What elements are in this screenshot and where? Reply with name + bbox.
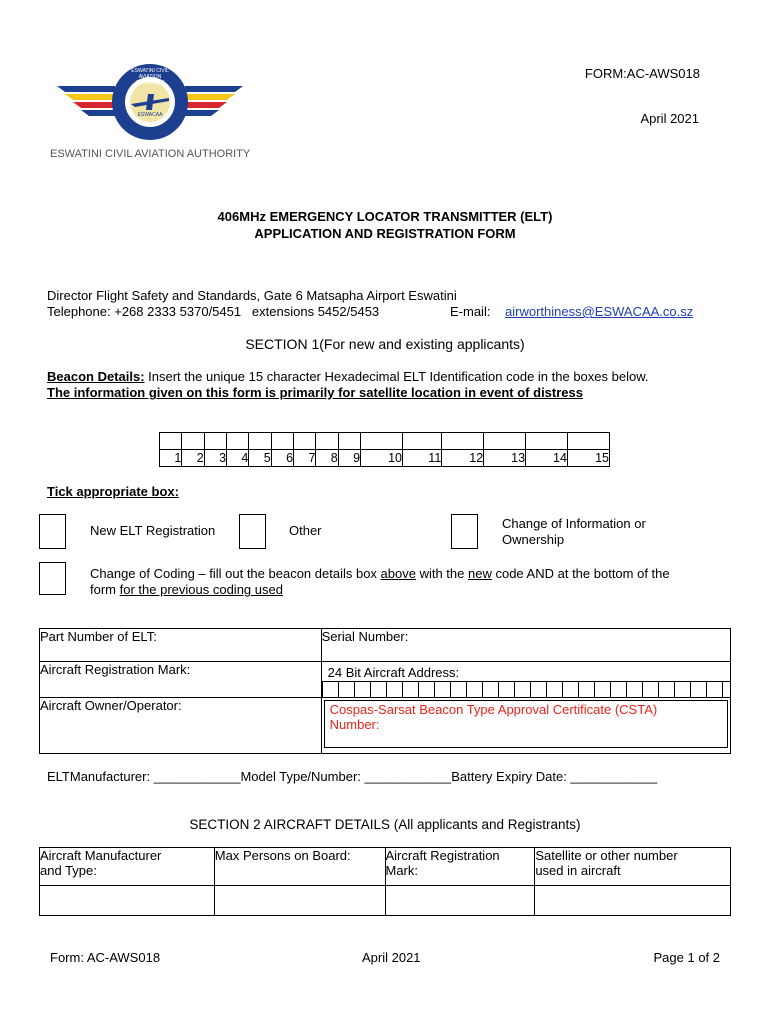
section1-heading: SECTION 1(For new and existing applicants) bbox=[245, 336, 525, 352]
aircraft-manufacturer-input[interactable] bbox=[40, 886, 215, 916]
authority-name: ESWATINI CIVIL AVIATION AUTHORITY bbox=[50, 148, 251, 160]
hex-index: 5 bbox=[249, 450, 271, 467]
hex-cell[interactable] bbox=[567, 433, 609, 450]
manufacturer-blank-line[interactable]: ELTManufacturer: ____________Model Type/Number: ____________Battery Expiry Date: ____________ bbox=[47, 769, 658, 784]
col-label: Aircraft Registration bbox=[385, 848, 500, 863]
hex-cell[interactable] bbox=[271, 433, 293, 450]
contact-telephone: Telephone: +268 2333 5370/5451 extensions 5452/5453 bbox=[47, 304, 380, 319]
col-label: Aircraft Manufacturer bbox=[40, 848, 162, 863]
aircraft-registration-input[interactable] bbox=[385, 886, 535, 916]
elt-details-table bbox=[39, 628, 731, 754]
change-coding-text bbox=[90, 566, 670, 581]
csta-label-1: Cospas-Sarsat Beacon Type Approval Certificate (CSTA) bbox=[329, 702, 658, 717]
col-label: and Type: bbox=[40, 863, 97, 878]
tick-heading: Tick appropriate box: bbox=[47, 484, 179, 499]
footer-page-number: Page 1 of 2 bbox=[653, 950, 720, 965]
csta-field[interactable] bbox=[321, 698, 730, 754]
beacon-details-label: Beacon Details: bbox=[47, 369, 145, 384]
new-elt-checkbox[interactable] bbox=[39, 514, 66, 549]
hex-index: 14 bbox=[526, 450, 568, 467]
hex-index: 4 bbox=[227, 450, 249, 467]
aircraft-registration-header bbox=[385, 848, 535, 886]
other-checkbox[interactable] bbox=[239, 514, 266, 549]
hex-cell[interactable] bbox=[227, 433, 249, 450]
hex-cell[interactable] bbox=[484, 433, 526, 450]
form-code: FORM:AC-AWS018 bbox=[584, 66, 700, 81]
hex-cell[interactable] bbox=[361, 433, 403, 450]
csta-label-2: Number: bbox=[329, 717, 380, 732]
hex-cell[interactable] bbox=[182, 433, 204, 450]
owner-operator-field[interactable] bbox=[40, 698, 322, 754]
new-elt-label: New ELT Registration bbox=[90, 523, 216, 538]
aircraft-reg-label: Aircraft Registration Mark: bbox=[40, 662, 191, 677]
aircraft-details-table bbox=[39, 847, 731, 916]
change-info-checkbox[interactable] bbox=[451, 514, 478, 549]
coding-text-part: form bbox=[90, 582, 120, 597]
coding-text-part: Change of Coding – fill out the beacon details box bbox=[90, 566, 381, 581]
max-persons-header bbox=[214, 848, 385, 886]
hex-index: 8 bbox=[316, 450, 338, 467]
coding-above: above bbox=[380, 566, 416, 581]
hex-cell[interactable] bbox=[402, 433, 441, 450]
satellite-number-header bbox=[535, 848, 731, 886]
coding-text-part: code AND at the bottom of the bbox=[491, 566, 670, 581]
address-24bit-field[interactable] bbox=[321, 662, 730, 698]
hex-index: 10 bbox=[361, 450, 403, 467]
beacon-details-text: Insert the unique 15 character Hexadecimal ELT Identification code in the boxes below. bbox=[144, 369, 649, 384]
hex-index: 15 bbox=[567, 450, 609, 467]
hex-cell[interactable] bbox=[160, 433, 182, 450]
hex-cell[interactable] bbox=[338, 433, 360, 450]
contact-email-label: E-mail: bbox=[450, 304, 491, 319]
footer-date: April 2021 bbox=[362, 950, 421, 965]
hex-cell[interactable] bbox=[294, 433, 316, 450]
coding-text-part: with the bbox=[415, 566, 468, 581]
col-label: Satellite or other number bbox=[535, 848, 678, 863]
hex-index: 2 bbox=[182, 450, 204, 467]
change-coding-text-2 bbox=[90, 582, 283, 597]
csta-box[interactable] bbox=[324, 700, 728, 748]
hex-index: 3 bbox=[204, 450, 226, 467]
distress-notice: The information given on this form is primarily for satellite location in event of distress bbox=[47, 385, 583, 400]
other-label: Other bbox=[289, 523, 322, 538]
serial-number-field[interactable] bbox=[321, 629, 730, 662]
serial-number-label: Serial Number: bbox=[321, 629, 409, 644]
max-persons-input[interactable] bbox=[214, 886, 385, 916]
change-info-label-1: Change of Information or bbox=[502, 516, 646, 531]
section2-heading: SECTION 2 AIRCRAFT DETAILS (All applicants and Registrants) bbox=[189, 817, 581, 832]
logo-center-text: ESWACAA bbox=[137, 112, 163, 118]
hex-index: 12 bbox=[442, 450, 484, 467]
hex-index: 1 bbox=[160, 450, 182, 467]
hex-index: 6 bbox=[271, 450, 293, 467]
owner-operator-label: Aircraft Owner/Operator: bbox=[40, 698, 182, 713]
contact-email-link[interactable]: airworthiness@ESWACAA.co.sz bbox=[505, 304, 694, 319]
address-24bit-label: 24 Bit Aircraft Address: bbox=[327, 665, 460, 680]
form-date: April 2021 bbox=[640, 111, 699, 126]
hex-cell[interactable] bbox=[316, 433, 338, 450]
part-number-label: Part Number of ELT: bbox=[40, 629, 157, 644]
contact-address: Director Flight Safety and Standards, Gate 6 Matsapha Airport Eswatini bbox=[47, 288, 457, 303]
change-coding-checkbox[interactable] bbox=[39, 562, 66, 595]
hex-index: 13 bbox=[484, 450, 526, 467]
col-label: used in aircraft bbox=[535, 863, 621, 878]
aircraft-reg-field[interactable] bbox=[40, 662, 322, 698]
aircraft-manufacturer-header bbox=[40, 848, 215, 886]
col-label: Mark: bbox=[385, 863, 418, 878]
col-label: Max Persons on Board: bbox=[214, 848, 351, 863]
title-line-2: APPLICATION AND REGISTRATION FORM bbox=[254, 226, 516, 241]
logo bbox=[55, 64, 245, 146]
logo-ring-text: ESWATINI CIVIL AVIATION AUTHORITY bbox=[131, 68, 169, 86]
coding-previous: for the previous coding used bbox=[119, 582, 283, 597]
change-info-label-2: Ownership bbox=[502, 532, 565, 547]
hex-index: 11 bbox=[402, 450, 441, 467]
hex-cell[interactable] bbox=[249, 433, 271, 450]
title-line-1: 406MHz EMERGENCY LOCATOR TRANSMITTER (ELT) bbox=[217, 209, 553, 224]
part-number-field[interactable] bbox=[40, 629, 322, 662]
satellite-number-input[interactable] bbox=[535, 886, 731, 916]
coding-new: new bbox=[468, 566, 492, 581]
address-24bit-boxes[interactable] bbox=[322, 681, 730, 697]
beacon-details-line bbox=[47, 369, 648, 384]
hex-code-grid bbox=[159, 432, 610, 467]
hex-index: 9 bbox=[338, 450, 360, 467]
hex-index: 7 bbox=[294, 450, 316, 467]
hex-cell[interactable] bbox=[442, 433, 484, 450]
footer-form-code: Form: AC-AWS018 bbox=[50, 950, 161, 965]
hex-cell[interactable] bbox=[526, 433, 568, 450]
hex-cell[interactable] bbox=[204, 433, 226, 450]
